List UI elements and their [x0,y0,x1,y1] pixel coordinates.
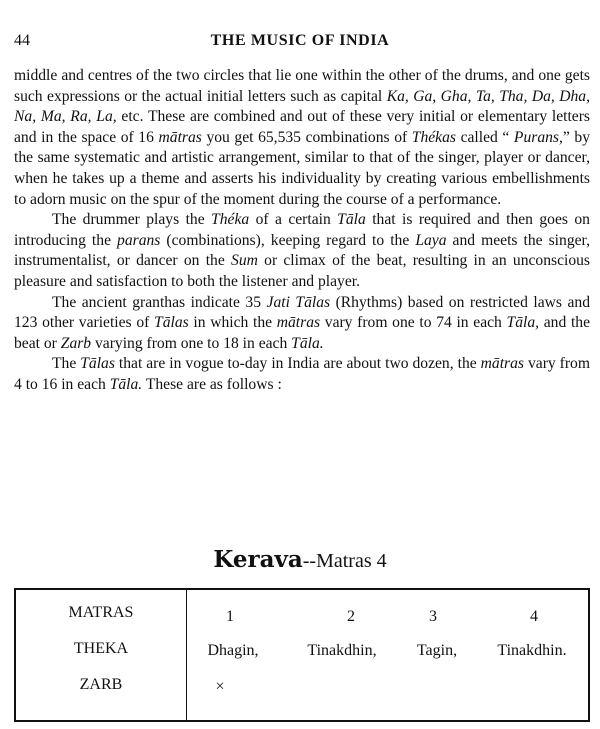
paragraph [14,354,590,395]
text-run: of a certain [249,211,338,229]
text-run: and the beat or [14,314,590,352]
theka-cell: Tagin, [416,642,458,659]
paragraph [14,66,590,210]
row-label-matras: MATRAS [68,604,134,621]
text-run: and meets the singer, instrumentalist, or dancer on the [14,231,590,270]
italic-run: mātras [480,355,524,373]
italic-run: Tāla [337,211,366,229]
paragraph [14,293,590,355]
text-run: The drummer plays the [52,211,212,229]
italic-run: Tāla. [109,375,143,393]
italic-run: Laya [415,231,447,249]
text-run: The ancient granthas indicate 35 [52,293,267,311]
theka-cell: Tinakdhin. [497,642,567,659]
text-run: etc. These are combined and out of these very initial or elementary letters and in the space of 16 [14,108,590,146]
text-run: vary from one to 74 in each [320,314,507,332]
text-run: called “ [455,128,514,146]
italic-run: Tālas [154,314,189,332]
text-run: or climax of the beat, resulting in an unconscious pleasure and satisfaction to both the listener and player. [14,252,590,290]
italic-run: parans [117,231,161,249]
text-run: middle and centres of the two circles that lie one within the other of the drums, and one gets such expressions or the actual initial letters such as capital [14,67,590,105]
matra-cell: 3 [429,608,437,625]
running-title: THE MUSIC OF INDIA [210,32,390,49]
page-header [14,32,586,54]
heading-matras: Matras 4 [316,550,387,572]
body-text [14,66,590,396]
text-run: The [52,355,81,373]
text-run: in which the [188,314,277,332]
text-run: (Rhythms) based on restricted laws and 123 other varieties of [14,293,590,332]
italic-run: Purans, [513,128,563,146]
row-label-theka: THEKA [73,640,129,657]
italic-run: Tālas [80,355,115,373]
table-divider [186,590,187,720]
text-run: varying from one to 18 in each [91,334,292,352]
section-heading [0,546,600,573]
italic-run: Jati Tālas [266,293,331,311]
text-run: These are as follows : [142,375,282,393]
heading-separator: -- [302,550,317,572]
text-run: you get 65,535 combinations of [201,128,412,146]
italic-run: Théka [211,211,250,229]
matra-cell: 1 [226,608,234,625]
italic-run: Sum [231,252,258,270]
zarb-cell: × [215,678,225,695]
row-label-zarb: ZARB [79,676,123,693]
tala-name: Kerava [213,546,303,573]
matra-cell: 2 [347,608,355,625]
paragraph [14,210,590,292]
page-number: 44 [14,32,30,49]
text-run: that are in vogue to-day in India are about two dozen, the [114,355,481,373]
text-run: (combinations), keeping regard to the [160,231,416,249]
italic-run: Ka, Ga, Gha, Ta, Tha, Da, Dha, Na, Ma, Ra, La, [14,87,590,126]
text-run: that is required and then goes on introducing the [14,211,590,249]
text-run: vary from 4 to 16 in each [14,355,590,393]
theka-cell: Dhagin, [207,642,259,659]
italic-run: Tāla, [506,314,540,332]
theka-cell: Tinakdhin, [307,642,377,659]
italic-run: Tāla. [291,334,324,352]
italic-run: Zarb [60,334,92,352]
italic-run: mātras [158,128,202,146]
italic-run: Thékas [411,128,456,146]
matra-cell: 4 [530,608,538,625]
text-run: ” by the same systematic and artistic arrangement, similar to that of the singer, player or dancer, when he takes up a theme and asserts his individuality by creating various embellishments to adorn music on the spur of the moment during the course of a performance. [14,128,590,208]
tala-table [14,588,590,722]
italic-run: mātras [276,314,321,332]
